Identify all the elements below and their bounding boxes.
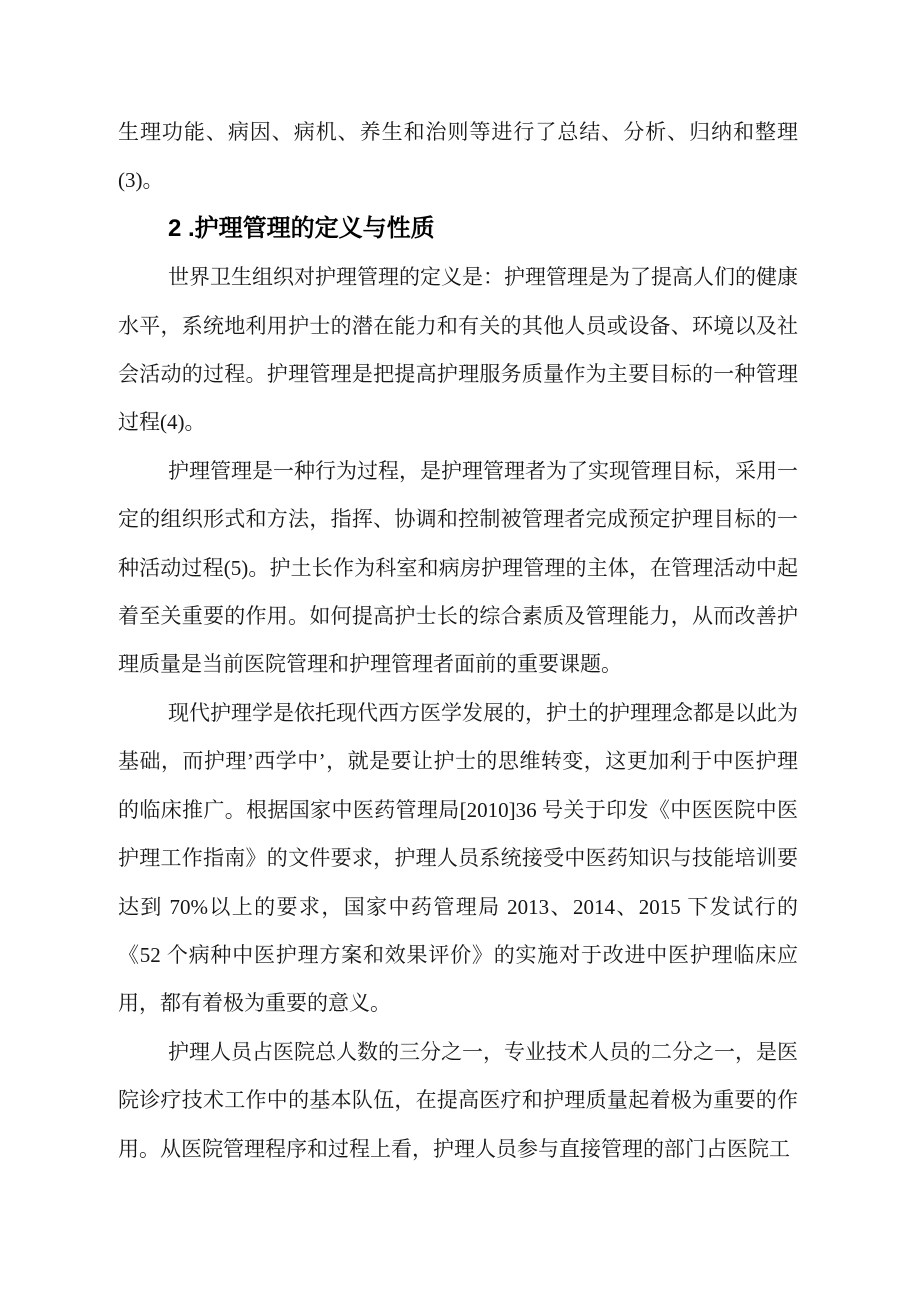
paragraph-continuation: 生理功能、病因、病机、养生和治则等进行了总结、分析、归纳和整理(3)。 [118, 120, 798, 193]
paragraph-management-process: 护理管理是一种行为过程，是护理管理者为了实现管理目标，采用一定的组织形式和方法，指挥、协调和控制被管理者完成预定护理目标的一种活动过程(5)。护土长作为科室和病房护理管理的主体，在管理活动中起着至关重要的作用。如何提高护士长的综合素质及管理能力，从而改善护理质量是当前医院管理和护理管理者面前的重要课题。 [118, 458, 798, 677]
paragraph-nursing-staff: 护理人员占医院总人数的三分之一，专业技术人员的二分之一，是医院诊疗技术工作中的基本队伍，在提高医疗和护理质量起着极为重要的作用。从医院管理程序和过程上看，护理人员参与直接管理的部门占医院工 [118, 1039, 798, 1161]
section-heading: 2 .护理管理的定义与性质 [168, 214, 435, 242]
paragraph-modern-nursing: 现代护理学是依托现代西方医学发展的，护土的护理理念都是以此为基础，而护理’西学中’，就是要让护士的思维转变，这更加利于中医护理的临床推广。根据国家中医药管理局[2010]36 号关于印发《中医医院中医护理工作指南》的文件要求，护理人员系统接受中医药知识与技能培训要达到 70%以上的要求，国家中药管理局 2013、2014、2015 下发试行的《52 个病种中医护理方案和效果评价》的实施对于改进中医护理临床应用，都有着极为重要的意义。 [118, 700, 798, 1016]
paragraph-who-definition: 世界卫生组织对护理管理的定义是：护理管理是为了提高人们的健康水平，系统地利用护士的潜在能力和有关的其他人员或设备、环境以及社会活动的过程。护理管理是把提高护理服务质量作为主要目标的一种管理过程(4)。 [118, 265, 798, 435]
